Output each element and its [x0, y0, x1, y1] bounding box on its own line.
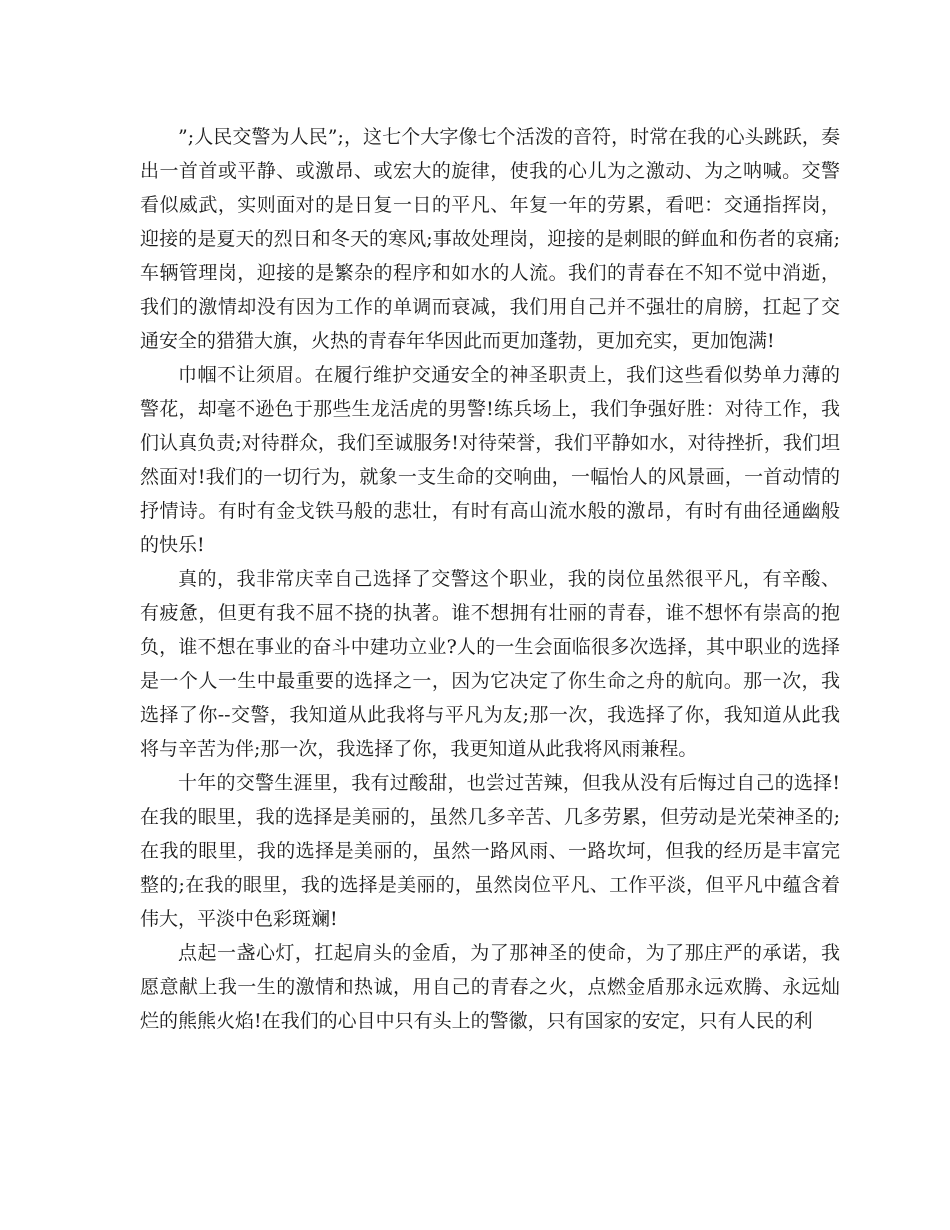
- paragraph-4: 十年的交警生涯里，我有过酸甜，也尝过苦辣，但我从没有后悔过自己的选择!在我的眼里，我的选择是美丽的，虽然几多辛苦、几多劳累，但劳动是光荣神圣的;在我的眼里，我的选择是美丽的，虽然一路风雨、一路坎坷，但我的经历是丰富完整的;在我的眼里，我的选择是美丽的，虽然岗位平凡、工作平淡，但平凡中蕴含着伟大，平淡中色彩斑斓!: [140, 772, 840, 930]
- paragraph-1: ”;人民交警为人民”;，这七个大字像七个活泼的音符，时常在我的心头跳跃，奏出一首首或平静、或激昂、或宏大的旋律，使我的心儿为之激动、为之呐喊。交警看似威武，实则面对的是日复一日的平凡、年复一年的劳累，看吧：交通指挥岗，迎接的是夏天的烈日和冬天的寒风;事故处理岗，迎接的是刺眼的鲜血和伤者的哀痛;车辆管理岗，迎接的是繁杂的程序和如水的人流。我们的青春在不知不觉中消逝，我们的激情却没有因为工作的单调而衰减，我们用自己并不强壮的肩膀，扛起了交通安全的猎猎大旗，火热的青春年华因此而更加蓬勃，更加充实，更加饱满!: [140, 126, 840, 352]
- paragraph-2: 巾帼不让须眉。在履行维护交通安全的神圣职责上，我们这些看似势单力薄的警花，却毫不逊色于那些生龙活虎的男警!练兵场上，我们争强好胜：对待工作，我们认真负责;对待群众，我们至诚服务!对待荣誉，我们平静如水，对待挫折，我们坦然面对!我们的一切行为，就象一支生命的交响曲，一幅怡人的风景画，一首动情的抒情诗。有时有金戈铁马般的悲壮，有时有高山流水般的激昂，有时有曲径通幽般的快乐!: [140, 364, 840, 556]
- paragraph-3: 真的，我非常庆幸自己选择了交警这个职业，我的岗位虽然很平凡，有辛酸、有疲惫，但更有我不屈不挠的执著。谁不想拥有壮丽的青春，谁不想怀有崇高的抱负，谁不想在事业的奋斗中建功立业?人的一生会面临很多次选择，其中职业的选择是一个人一生中最重要的选择之一，因为它决定了你生命之舟的航向。那一次，我选择了你--交警，我知道从此我将与平凡为友;那一次，我选择了你，我知道从此我将与辛苦为伴;那一次，我选择了你，我更知道从此我将风雨兼程。: [140, 568, 840, 760]
- paragraph-5: 点起一盏心灯，扛起肩头的金盾，为了那神圣的使命，为了那庄严的承诺，我愿意献上我一生的激情和热诚，用自己的青春之火，点燃金盾那永远欢腾、永远灿烂的熊熊火焰!在我们的心目中只有头上的警徽，只有国家的安定，只有人民的利: [140, 942, 840, 1032]
- document-body: [140, 120, 840, 1038]
